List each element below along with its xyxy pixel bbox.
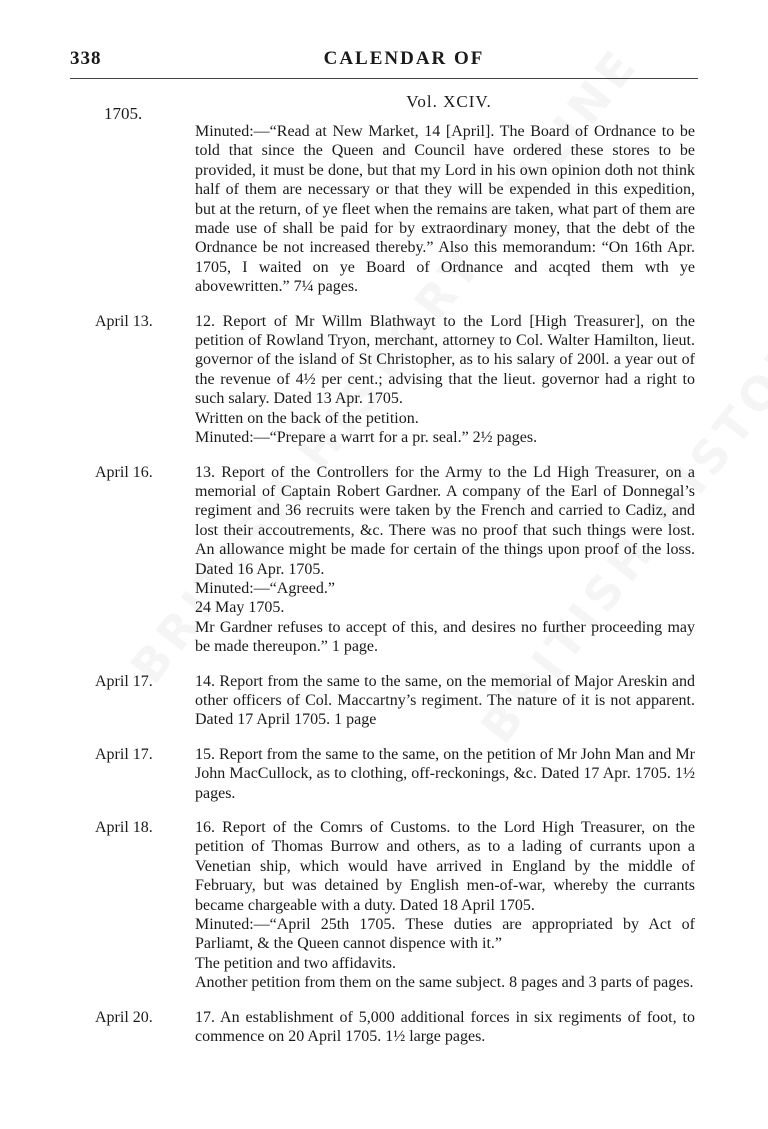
entry-17 <box>95 1008 695 1047</box>
entry-paragraph: 15. Report from the same to the same, on the petition of Mr John Man and Mr John MacCullock, as to clothing, off-reckonings, &c. Dated 17 Apr. 1705. 1½ pages. <box>195 745 695 802</box>
entry-paragraph: The petition and two affidavits. <box>195 954 396 972</box>
entry-paragraph: Minuted:—“April 25th 1705. These duties are appropriated by Act of Parliamt, & the Queen cannot dispence with it.” <box>195 916 695 953</box>
running-title: CALENDAR OF <box>323 48 485 69</box>
entry-paragraph: 12. Report of Mr Willm Blathwayt to the Lord [High Treasurer], on the petition of Rowland Tryon, merchant, attorney to Col. Walter Hamilton, lieut. governor of the island of St Christopher, as to his salary of 200l. a year out of the revenue of 4½ per cent.; advising that the lieut. governor had a right to such salary. Dated 13 Apr. 1705. <box>195 312 695 408</box>
entry-14 <box>95 672 695 730</box>
entry-date: April 17. <box>95 672 153 690</box>
entry-paragraph: Minuted:—“Prepare a warrt for a pr. seal.” 2½ pages. <box>195 429 538 447</box>
entry-0 <box>195 122 695 297</box>
header-rule <box>70 78 698 79</box>
entry-paragraph: Another petition from them on the same subject. 8 pages and 3 parts of pages. <box>195 974 694 992</box>
entry-paragraph: Minuted:—“Agreed.” <box>195 579 335 597</box>
entry-15 <box>95 745 695 803</box>
entry-date: April 17. <box>95 745 153 763</box>
entry-date: April 16. <box>95 463 153 481</box>
entry-paragraph: 14. Report from the same to the same, on the memorial of Major Areskin and other officers of Col. Maccartny’s regiment. The nature of it is not apparent. Dated 17 April 1705. 1 page <box>195 672 695 729</box>
entry-date: April 20. <box>95 1008 153 1026</box>
entry-paragraph: 17. An establishment of 5,000 additional forces in six regiments of foot, to commence on 20 April 1705. 1½ large pages. <box>195 1008 695 1046</box>
entry-paragraph: 13. Report of the Controllers for the Army to the Ld High Treasurer, on a memorial of Captain Robert Gardner. A company of the Earl of Donnegal’s regiment and 36 recruits were taken by the French and carried to Cadiz, and lost their accoutrements, &c. There was no proof that such things were lost. An allowance might be made for certain of the things upon proof of the loss. Dated 16 Apr. 1705. <box>195 463 695 578</box>
entry-paragraph: Written on the back of the petition. <box>195 409 419 427</box>
entry-12 <box>95 312 695 448</box>
year-margin: 1705. <box>104 104 143 123</box>
entry-paragraph: 16. Report of the Comrs of Customs. to the Lord High Treasurer, on the petition of Thomas Burrow and others, as to a lading of currants upon a Venetian ship, which would have arrived in England by the middle of February, but was detained by English men-of-war, whereby the currants became chargeable with a duty. Dated 18 April 1705. <box>195 819 695 914</box>
entry-13 <box>95 463 695 657</box>
entry-paragraph: 24 May 1705. <box>195 599 285 617</box>
volume-heading: Vol. XCIV. <box>406 92 492 111</box>
entry-paragraph: Mr Gardner refuses to accept of this, and desires no further proceeding may be made thereupon.” 1 page. <box>195 618 695 656</box>
entry-16 <box>95 818 695 993</box>
calendar-body <box>95 122 695 1061</box>
entry-paragraph: Minuted:—“Read at New Market, 14 [April]. The Board of Ordnance to be told that since the Queen and Council have ordered these stores to be provided, it must be done, but that my Lord in his own opinion doth not think half of them are necessary or that they will be expended in this expedition, but at the return, of ye fleet when the remains are taken, what part of them are made use of shall be paid for by extraordinary money, that the debt of the Ordnance be not increased thereby.” Also this memorandum: “On 16th Apr. 1705, I waited on ye Board of Ordnance and acqted them wth ye abovewritten.” 7¼ pages. <box>195 123 695 296</box>
entry-date: April 13. <box>95 312 153 330</box>
page-number: 338 <box>70 48 102 69</box>
entry-date: April 18. <box>95 819 153 836</box>
